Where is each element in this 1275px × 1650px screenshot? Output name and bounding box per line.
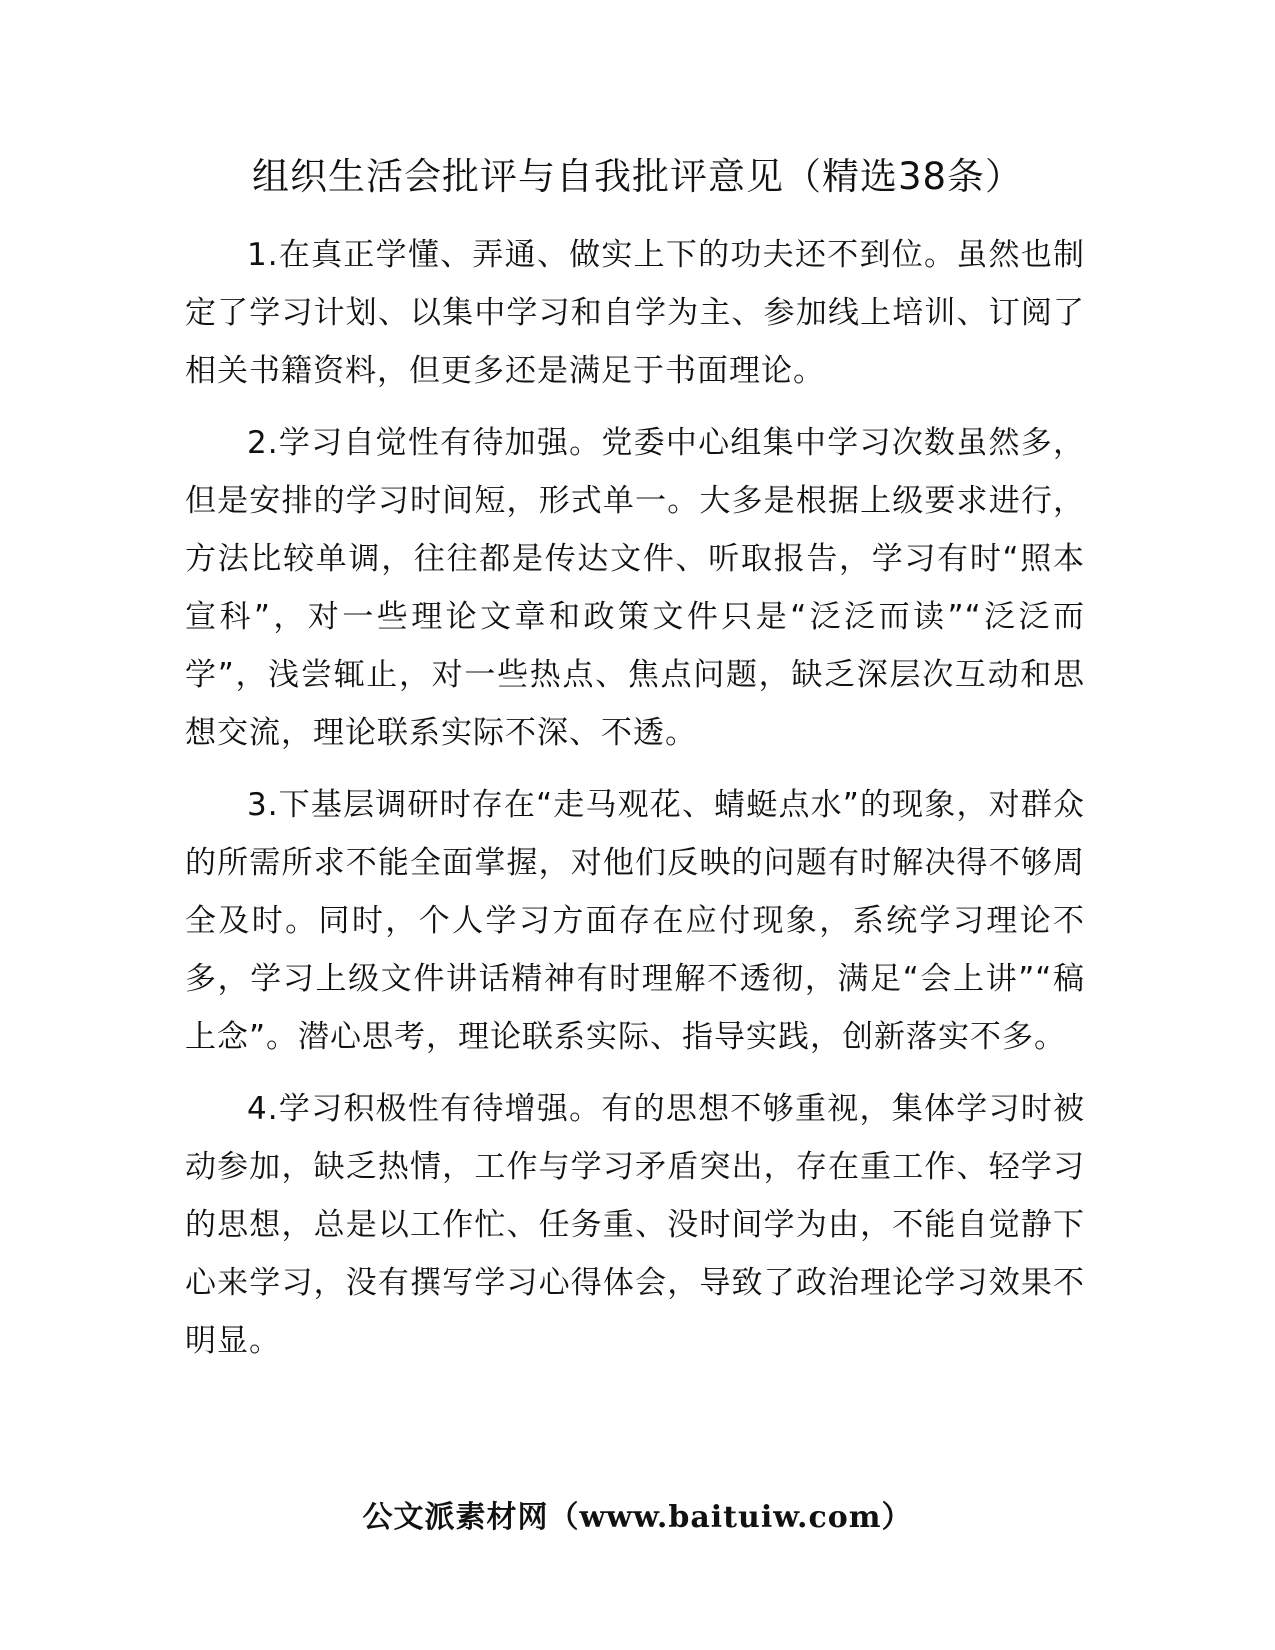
paragraph-2: 2.学习自觉性有待加强。党委中心组集中学习次数虽然多，但是安排的学习时间短，形式单一。大多是根据上级要求进行，方法比较单调，往往都是传达文件、听取报告，学习有时“照本宣科”，对一些理论文章和政策文件只是“泛泛而读”“泛泛而学”，浅尝辄止，对一些热点、焦点问题，缺乏深层次互动和思想交流，理论联系实际不深、不透。 bbox=[185, 425, 1085, 751]
paragraph-3: 3.下基层调研时存在“走马观花、蜻蜓点水”的现象，对群众的所需所求不能全面掌握，对他们反映的问题有时解决得不够周全及时。同时，个人学习方面存在应付现象，系统学习理论不多，学习上级文件讲话精神有时理解不透彻，满足“会上讲”“稿上念”。潜心思考，理论联系实际、指导实践，创新落实不多。 bbox=[185, 787, 1085, 1055]
document-title: 组织生活会批评与自我批评意见（精选38条） bbox=[251, 155, 1024, 198]
paragraph-1: 1.在真正学懂、弄通、做实上下的功夫还不到位。虽然也制定了学习计划、以集中学习和自学为主、参加线上培训、订阅了相关书籍资料，但更多还是满足于书面理论。 bbox=[185, 237, 1085, 389]
source-footer: 公文派素材网（www.baituiw.com） bbox=[362, 1500, 913, 1535]
document-body bbox=[185, 226, 1085, 1384]
paragraph-4: 4.学习积极性有待增强。有的思想不够重视，集体学习时被动参加，缺乏热情，工作与学习矛盾突出，存在重工作、轻学习的思想，总是以工作忙、任务重、没时间学为由，不能自觉静下心来学习，没有撰写学习心得体会，导致了政治理论学习效果不明显。 bbox=[185, 1091, 1085, 1359]
